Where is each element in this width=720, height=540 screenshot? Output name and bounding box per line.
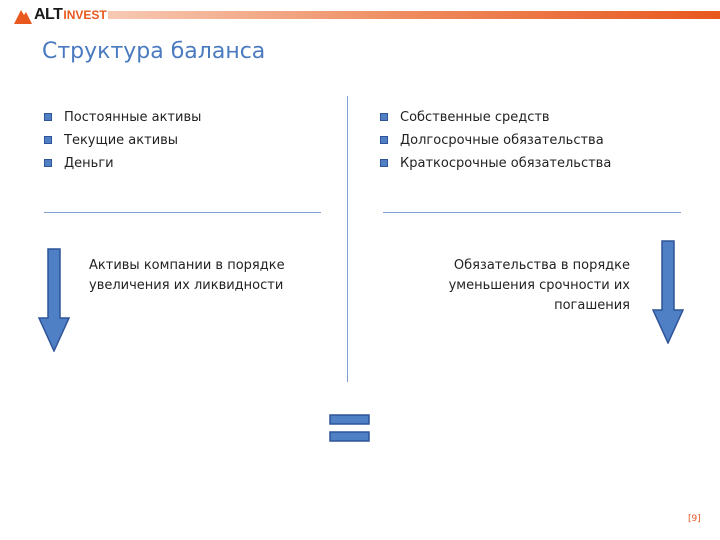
altinvest-logo: [14, 5, 107, 25]
list-item: [380, 129, 611, 152]
square-bullet-icon: [44, 113, 52, 121]
right-horizontal-divider: [383, 212, 681, 213]
square-bullet-icon: [380, 159, 388, 167]
square-bullet-icon: [44, 159, 52, 167]
list-item-label: Постоянные активы: [64, 110, 202, 125]
vertical-divider: [347, 96, 348, 382]
list-item-label: Текущие активы: [64, 133, 179, 148]
assets-list: [44, 106, 201, 175]
assets-description: Активы компании в порядке увеличения их ликвидности: [89, 258, 285, 293]
equals-sign-icon: [329, 414, 370, 442]
list-item-label: Долгосрочные обязательства: [400, 133, 604, 148]
list-item-label: Собственные средств: [400, 110, 550, 125]
liabilities-list: [380, 106, 611, 175]
page-number: [9]: [688, 514, 701, 524]
liabilities-description: Обязательства в порядке уменьшения срочности их погашения: [448, 258, 630, 313]
square-bullet-icon: [380, 113, 388, 121]
down-arrow-icon: [38, 248, 70, 352]
list-item: [44, 106, 201, 129]
list-item: [44, 129, 201, 152]
header-gradient-band: [108, 11, 720, 19]
square-bullet-icon: [380, 136, 388, 144]
logo-mountain-icon: [14, 6, 32, 24]
list-item-label: Деньги: [64, 156, 114, 171]
left-horizontal-divider: [44, 212, 321, 213]
logo-alt-text: ALT: [34, 6, 63, 23]
logo-invest-text: INVEST: [63, 8, 107, 22]
list-item: [380, 106, 611, 129]
slide-title: Структура баланса: [42, 39, 266, 64]
list-item: [380, 152, 611, 175]
down-arrow-icon: [652, 240, 684, 344]
square-bullet-icon: [44, 136, 52, 144]
list-item-label: Краткосрочные обязательства: [400, 156, 612, 171]
list-item: [44, 152, 201, 175]
